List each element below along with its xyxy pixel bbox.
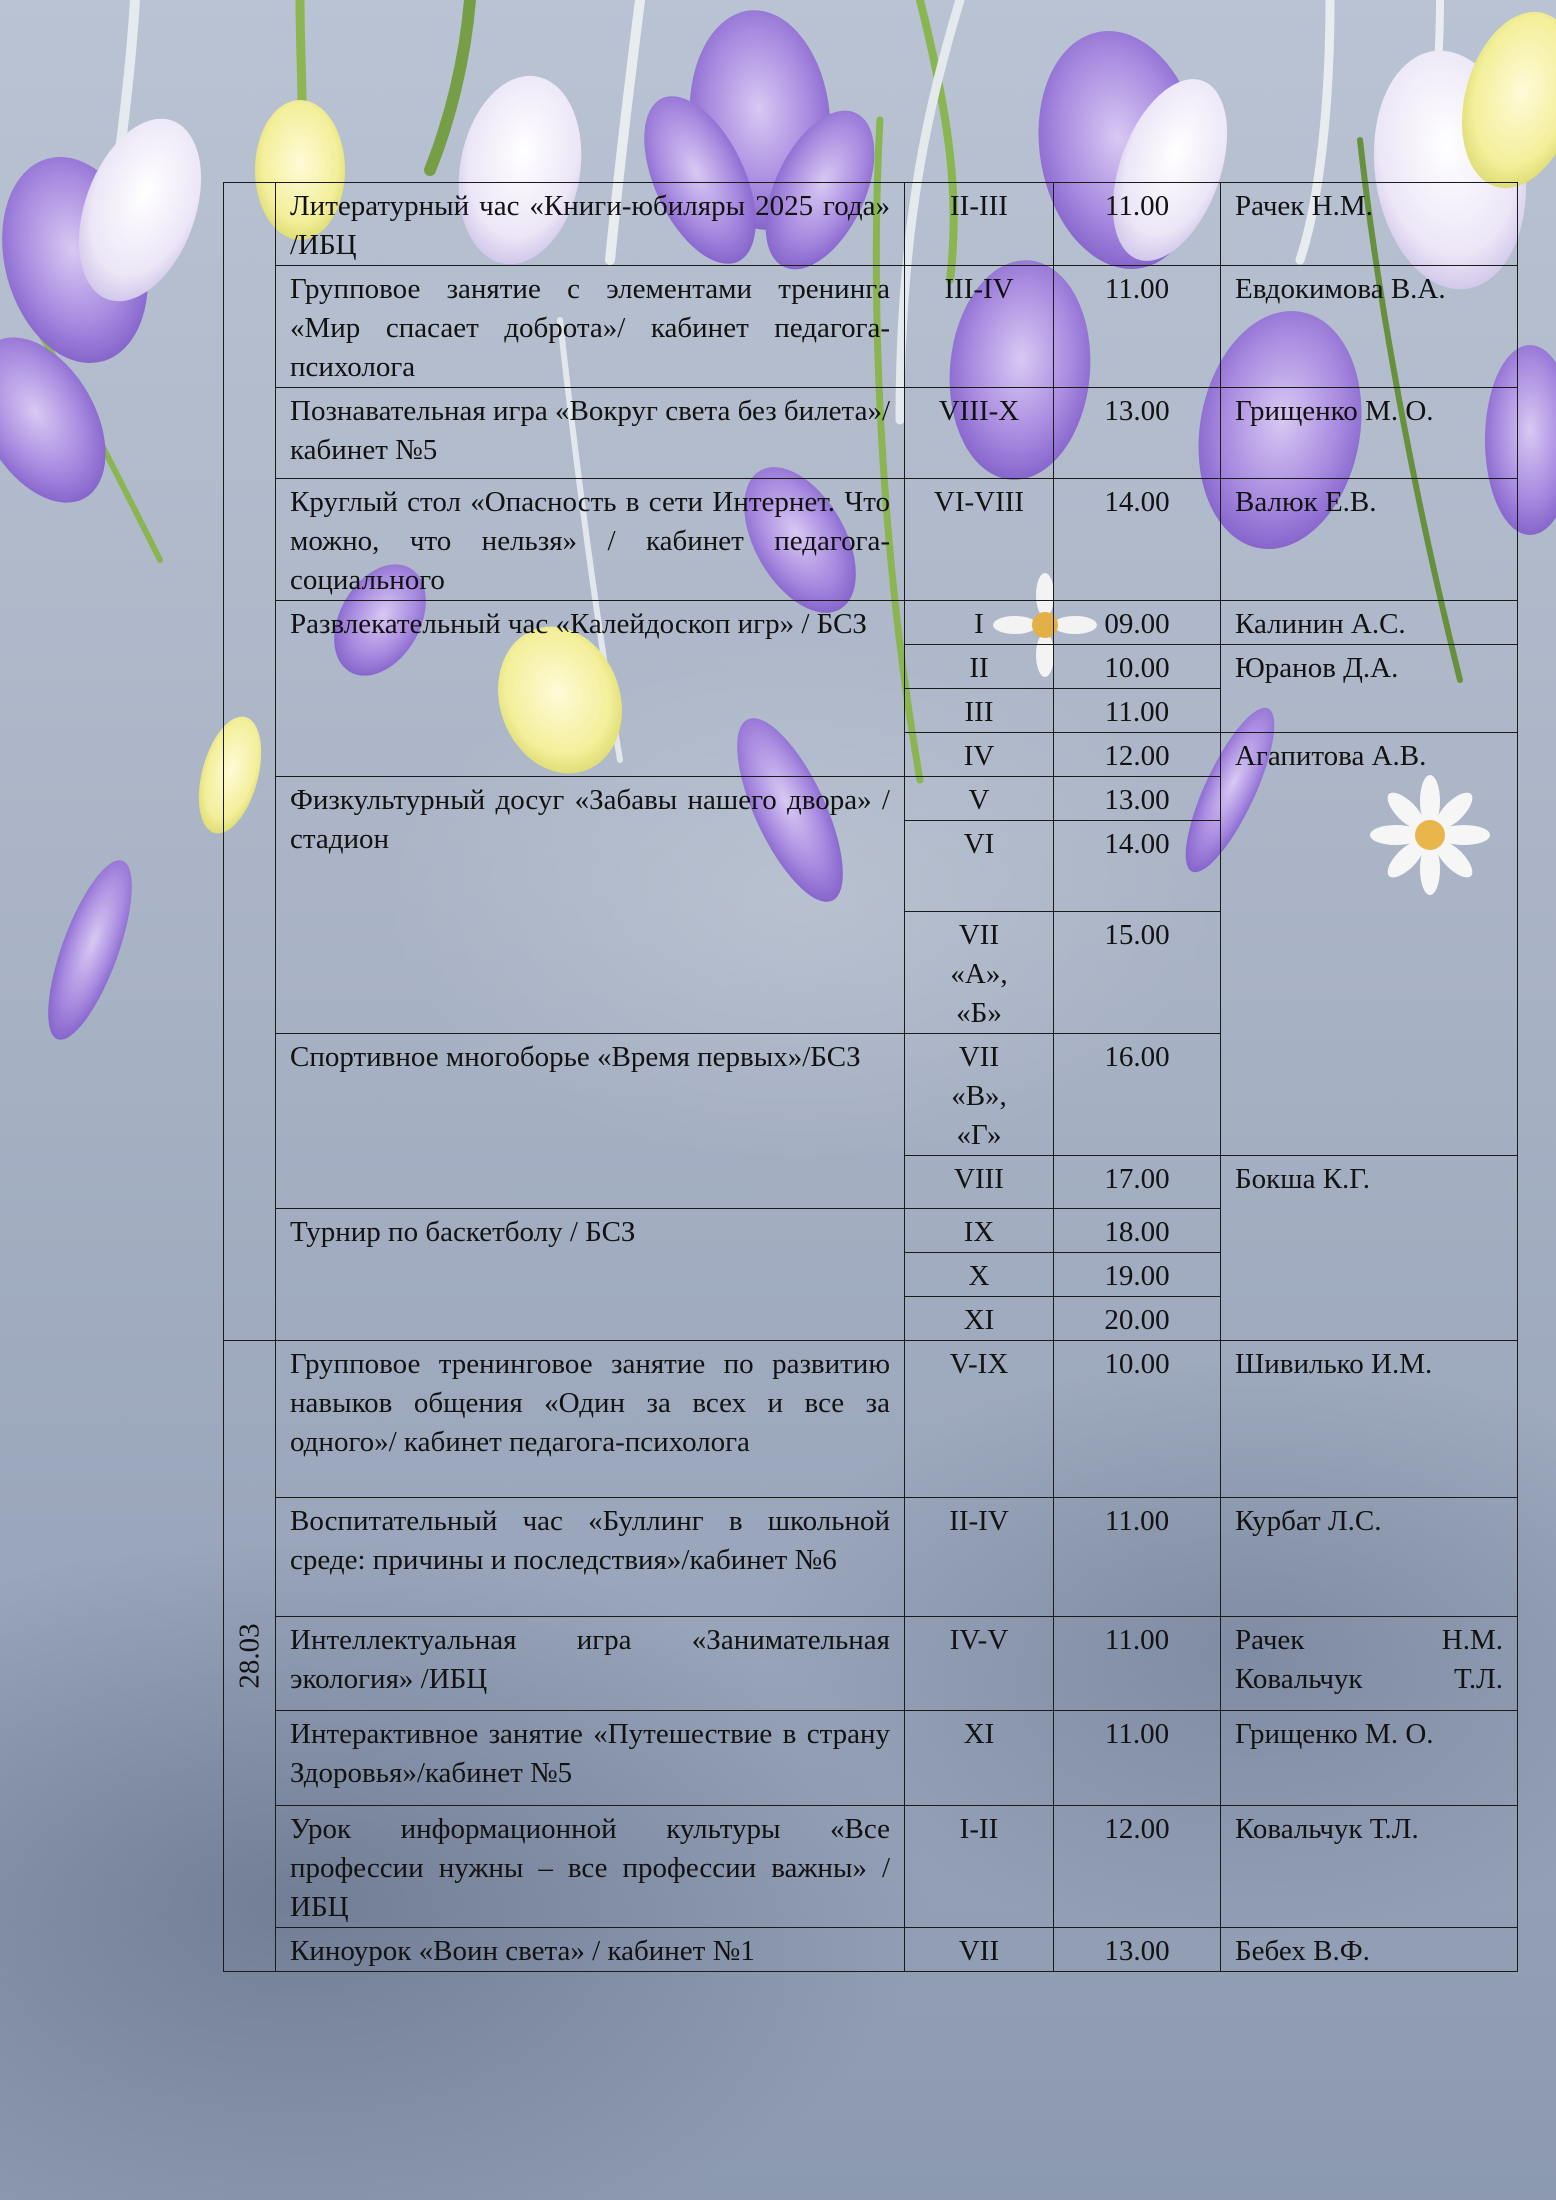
event-cell: Физкультурный досуг «Забавы нашего двора» / стадион (276, 777, 905, 1034)
class-cell: IV-V (905, 1617, 1054, 1711)
class-cell: IV (905, 733, 1054, 777)
time-cell: 20.00 (1054, 1297, 1221, 1341)
table-row (224, 1928, 1518, 1972)
class-cell: XI (905, 1297, 1054, 1341)
responsible-cell: Юранов Д.А. (1221, 645, 1518, 733)
class-cell: IX (905, 1209, 1054, 1253)
time-cell: 13.00 (1054, 777, 1221, 821)
time-cell: 15.00 (1054, 912, 1221, 1034)
responsible-cell: Шивилько И.М. (1221, 1341, 1518, 1498)
date-cell-blank (224, 183, 276, 1341)
class-cell: II-IV (905, 1498, 1054, 1617)
event-cell: Урок информационной культуры «Все профессии нужны – все профессии важны» /ИБЦ (276, 1806, 905, 1928)
table-row (224, 1711, 1518, 1806)
time-cell: 16.00 (1054, 1034, 1221, 1156)
event-cell: Развлекательный час «Калейдоскоп игр» / БСЗ (276, 601, 905, 777)
time-cell: 11.00 (1054, 266, 1221, 388)
responsible-cell: Рачек Н.М. Ковальчук Т.Л. (1221, 1617, 1518, 1711)
time-cell: 18.00 (1054, 1209, 1221, 1253)
event-cell: Интерактивное занятие «Путешествие в страну Здоровья»/кабинет №5 (276, 1711, 905, 1806)
class-cell: XI (905, 1711, 1054, 1806)
event-cell: Познавательная игра «Вокруг света без билета»/кабинет №5 (276, 388, 905, 479)
class-cell: VIII-X (905, 388, 1054, 479)
class-cell: III-IV (905, 266, 1054, 388)
responsible-cell: Валюк Е.В. (1221, 479, 1518, 601)
class-cell: III (905, 689, 1054, 733)
time-cell: 19.00 (1054, 1253, 1221, 1297)
time-cell: 11.00 (1054, 689, 1221, 733)
class-cell (905, 912, 1054, 1034)
event-cell: Интеллектуальная игра «Занимательная экология» /ИБЦ (276, 1617, 905, 1711)
responsible-cell: Бебех В.Ф. (1221, 1928, 1518, 1972)
class-line: «Г» (956, 1119, 1002, 1151)
date-label: 28.03 (233, 1623, 265, 1689)
event-schedule-table (223, 182, 1518, 1972)
class-line: «Б» (956, 997, 1002, 1029)
table-row (224, 1617, 1518, 1711)
class-cell: VI-VIII (905, 479, 1054, 601)
table-row (224, 601, 1518, 645)
class-cell: X (905, 1253, 1054, 1297)
class-line: VII (958, 1041, 1000, 1073)
time-cell: 11.00 (1054, 1498, 1221, 1617)
time-cell: 10.00 (1054, 645, 1221, 689)
table-row (224, 183, 1518, 266)
date-cell (224, 1341, 276, 1972)
time-cell: 11.00 (1054, 1711, 1221, 1806)
responsible-cell: Калинин А.С. (1221, 601, 1518, 645)
time-cell: 11.00 (1054, 1617, 1221, 1711)
time-cell: 13.00 (1054, 1928, 1221, 1972)
class-line: VII (958, 919, 1000, 951)
table-row (224, 266, 1518, 388)
event-cell: Групповое занятие с элементами тренинга «Мир спасает доброта»/ кабинет педагога-психолога (276, 266, 905, 388)
time-cell: 17.00 (1054, 1156, 1221, 1209)
table-row (224, 388, 1518, 479)
class-cell: I (905, 601, 1054, 645)
responsible-cell: Агапитова А.В. (1221, 733, 1518, 1156)
responsible-cell: Курбат Л.С. (1221, 1498, 1518, 1617)
time-cell: 13.00 (1054, 388, 1221, 479)
table-row (224, 1341, 1518, 1498)
class-cell: VIII (905, 1156, 1054, 1209)
event-cell: Воспитательный час «Буллинг в школьной среде: причины и последствия»/кабинет №6 (276, 1498, 905, 1617)
class-cell: VI (905, 821, 1054, 912)
class-cell: I-II (905, 1806, 1054, 1928)
time-cell: 12.00 (1054, 733, 1221, 777)
class-line: «А», (950, 958, 1008, 990)
time-cell: 10.00 (1054, 1341, 1221, 1498)
responsible-cell: Ковальчук Т.Л. (1221, 1806, 1518, 1928)
event-cell: Спортивное многоборье «Время первых»/БСЗ (276, 1034, 905, 1209)
event-cell: Групповое тренинговое занятие по развитию навыков общения «Один за всех и все за одного»/ кабинет педагога-психолога (276, 1341, 905, 1498)
time-cell: 14.00 (1054, 479, 1221, 601)
table-row (224, 1498, 1518, 1617)
class-cell: II (905, 645, 1054, 689)
responsible-cell: Бокша К.Г. (1221, 1156, 1518, 1341)
time-cell: 11.00 (1054, 183, 1221, 266)
class-cell: VII (905, 1928, 1054, 1972)
event-cell: Киноурок «Воин света» / кабинет №1 (276, 1928, 905, 1972)
time-cell: 12.00 (1054, 1806, 1221, 1928)
responsible-cell: Рачек Н.М. (1221, 183, 1518, 266)
class-cell: V (905, 777, 1054, 821)
responsible-cell: Грищенко М. О. (1221, 388, 1518, 479)
time-cell: 09.00 (1054, 601, 1221, 645)
event-cell: Круглый стол «Опасность в сети Интернет. Что можно, что нельзя» / кабинет педагога-социального (276, 479, 905, 601)
table-row (224, 479, 1518, 601)
class-line: «В», (951, 1080, 1007, 1112)
class-cell: II-III (905, 183, 1054, 266)
responsible-cell: Грищенко М. О. (1221, 1711, 1518, 1806)
event-cell: Турнир по баскетболу / БСЗ (276, 1209, 905, 1341)
time-cell: 14.00 (1054, 821, 1221, 912)
responsible-cell: Евдокимова В.А. (1221, 266, 1518, 388)
table-row (224, 1806, 1518, 1928)
class-cell: V-IX (905, 1341, 1054, 1498)
class-cell (905, 1034, 1054, 1156)
event-cell: Литературный час «Книги-юбиляры 2025 года» /ИБЦ (276, 183, 905, 266)
